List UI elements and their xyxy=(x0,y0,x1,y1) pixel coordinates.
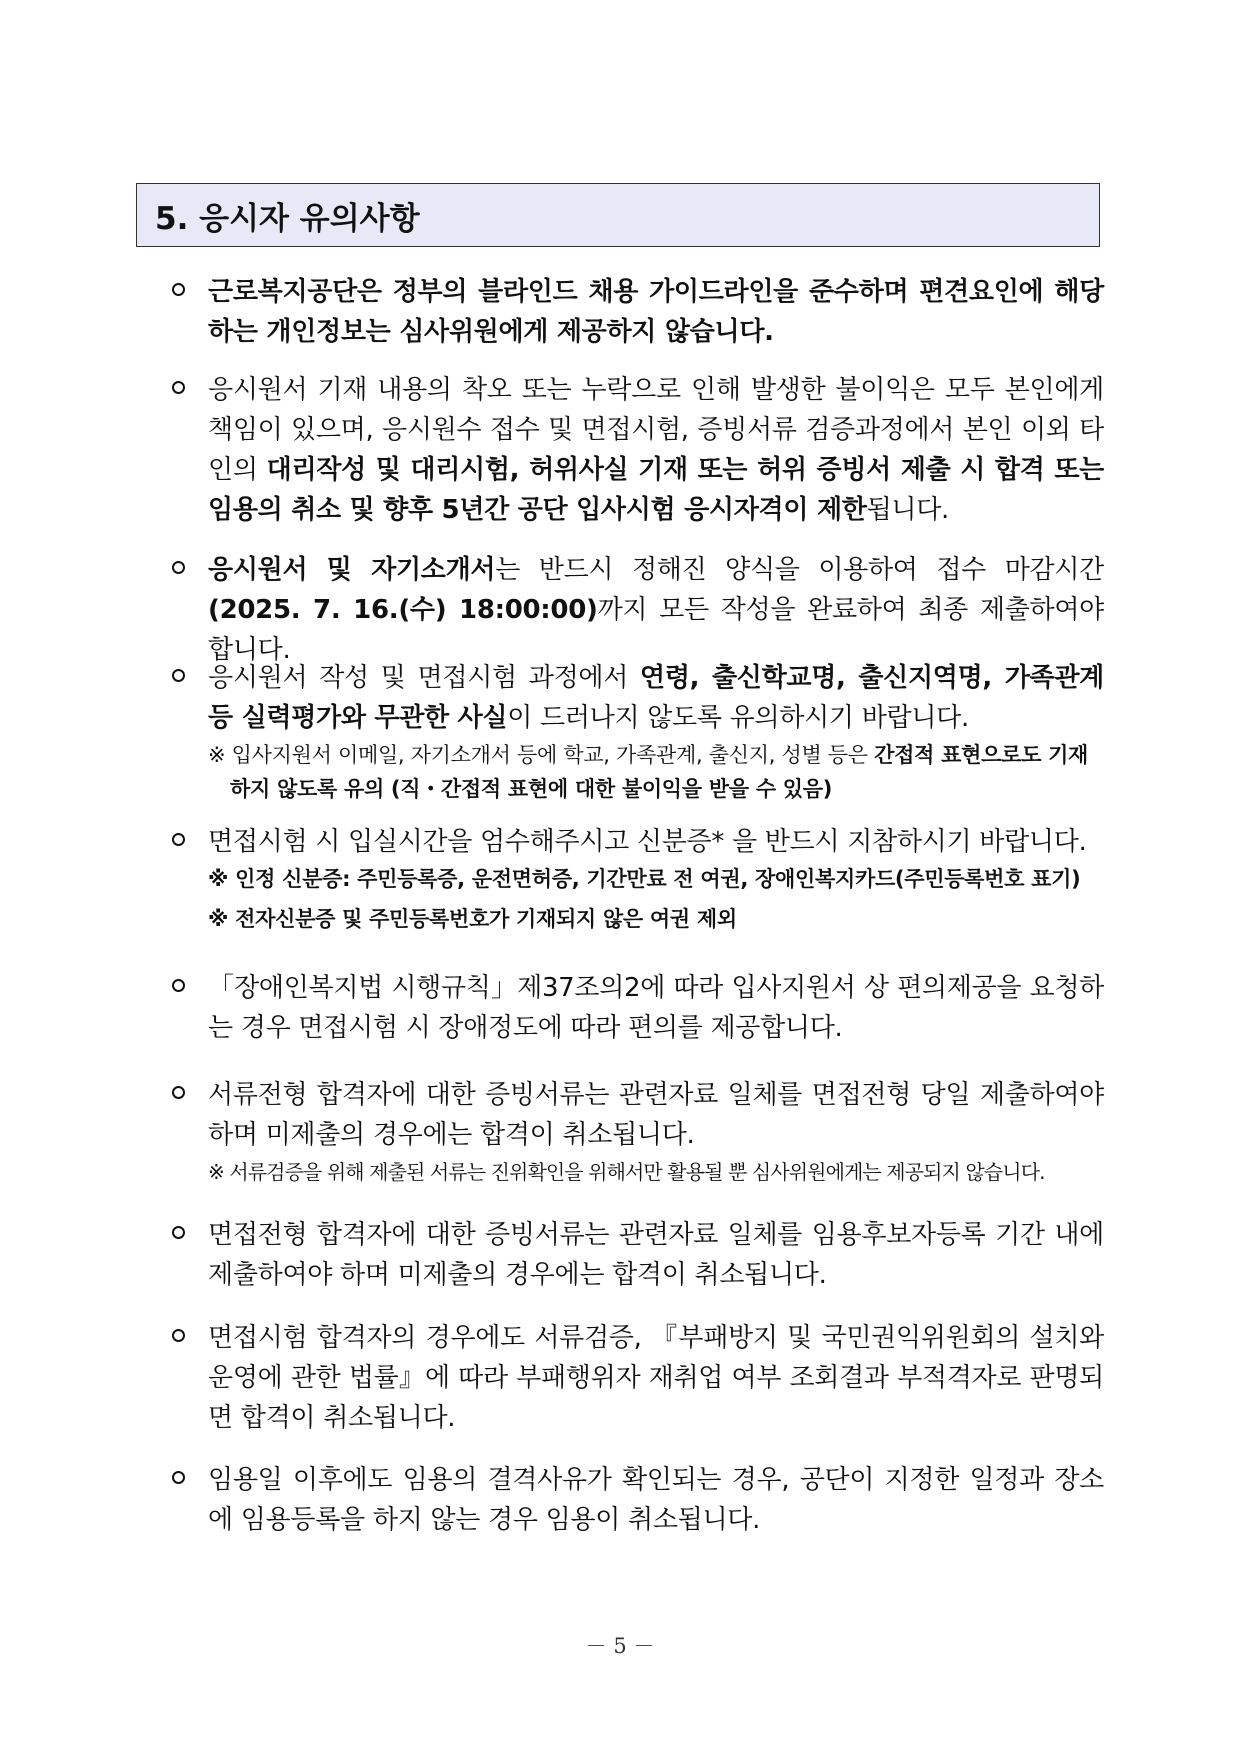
notice-item xyxy=(172,1460,1104,1540)
notice-text xyxy=(208,1215,1104,1295)
body-text: 면접전형 합격자에 대한 증빙서류는 관련자료 일체를 임용후보자등록 기간 내에 제출하여야 하며 미제출의 경우에는 합격이 취소됩니다. xyxy=(208,1220,1104,1290)
body-text: ※ 서류검증을 위해 제출된 서류는 진위확인을 위해서만 활용될 뿐 심사위원에게는 제공되지 않습니다. xyxy=(208,1160,1045,1184)
emphasis-text: 대리작성 및 대리시험, 허위사실 기재 또는 허위 증빙서 제출 시 합격 또는 임용의 취소 및 향후 5년간 공단 입사시험 응시자격이 제한 xyxy=(208,455,1104,525)
notice-text xyxy=(208,370,1104,530)
circle-bullet-icon xyxy=(172,1471,185,1484)
notice-item xyxy=(172,370,1104,530)
circle-bullet-icon xyxy=(172,1226,185,1239)
emphasis-text: 근로복지공단은 정부의 블라인드 채용 가이드라인을 준수하며 편견요인에 해당하는 개인정보는 심사위원에게 제공하지 않습니다. xyxy=(208,277,1104,347)
notice-item xyxy=(172,272,1104,352)
notice-text xyxy=(208,1318,1104,1438)
emphasis-text: 응시원서 및 자기소개서 xyxy=(208,555,496,585)
notice-item xyxy=(172,1215,1104,1295)
body-text: 「장애인복지법 시행규칙」제37조의2에 따라 입사지원서 상 편의제공을 요청하는 경우 면접시험 시 장애정도에 따라 편의를 제공합니다. xyxy=(208,973,1104,1043)
body-text: 응시원서 작성 및 면접시험 과정에서 xyxy=(208,663,640,693)
body-text: 임용일 이후에도 임용의 결격사유가 확인되는 경우, 공단이 지정한 일정과 장소에 임용등록을 하지 않는 경우 임용이 취소됩니다. xyxy=(208,1465,1104,1535)
notice-item xyxy=(172,822,1104,936)
notice-text xyxy=(208,1460,1104,1540)
notice-item xyxy=(172,1318,1104,1438)
emphasis-text: (2025. 7. 16.(수) 18:00:00) xyxy=(208,595,598,625)
emphasis-text: 간접적 표현으로도 기재하지 않도록 유의 (직・간접적 표현에 대한 불이익을 받을 수 있음) xyxy=(230,743,1089,801)
notice-text xyxy=(208,272,1104,352)
notice-item xyxy=(172,968,1104,1048)
emphasis-text: ※ 전자신분증 및 주민등록번호가 기재되지 않은 여권 제외 xyxy=(208,907,737,931)
page-number: － 5 － xyxy=(585,1634,655,1658)
notice-text xyxy=(208,1075,1104,1155)
body-text: 됩니다. xyxy=(866,495,949,525)
body-text: 이 드러나지 않도록 유의하시기 바랍니다. xyxy=(507,703,969,733)
notice-item xyxy=(172,658,1104,806)
circle-bullet-icon xyxy=(172,1086,185,1099)
note-text xyxy=(208,902,1104,936)
notice-item xyxy=(172,1075,1104,1189)
notice-text xyxy=(208,822,1104,862)
circle-bullet-icon xyxy=(172,979,185,992)
body-text: 는 반드시 정해진 양식을 이용하여 접수 마감시간 xyxy=(495,555,1104,585)
note-text xyxy=(208,738,1104,806)
circle-bullet-icon xyxy=(172,833,185,846)
emphasis-text: ※ 인정 신분증: 주민등록증, 운전면허증, 기간만료 전 여권, 장애인복지카드(주민등록번호 표기) xyxy=(208,867,1081,891)
note-text xyxy=(208,862,1104,896)
circle-bullet-icon xyxy=(172,283,185,296)
body-text: ※ 입사지원서 이메일, 자기소개서 등에 학교, 가족관계, 출신지, 성별 등은 xyxy=(208,743,875,767)
notice-text xyxy=(208,658,1104,738)
notice-text xyxy=(208,968,1104,1048)
section-title: 5. 응시자 유의사항 xyxy=(136,183,1100,247)
circle-bullet-icon xyxy=(172,669,185,682)
body-text: 면접시험 시 입실시간을 엄수해주시고 신분증* 을 반드시 지참하시기 바랍니다. xyxy=(208,827,1087,857)
body-text: 응시원서 기재 내용의 착오 또는 누락으로 인해 발생한 불이익은 모두 본인에게 책임이 있으며, 응시원수 접수 및 면접시험, 증빙서류 검증과정에서 본인 이외 타인의 xyxy=(208,375,1104,485)
emphasis-text: 연령, 출신학교명, 출신지역명, 가족관계 등 실력평가와 무관한 사실 xyxy=(208,663,1104,733)
notice-text xyxy=(208,550,1104,670)
notice-item xyxy=(172,550,1104,670)
body-text: 서류전형 합격자에 대한 증빙서류는 관련자료 일체를 면접전형 당일 제출하여야 하며 미제출의 경우에는 합격이 취소됩니다. xyxy=(208,1080,1104,1150)
body-text: 까지 모든 작성을 완료하여 최종 제출하여야 합니다. xyxy=(208,595,1104,665)
note-text xyxy=(208,1155,1104,1189)
circle-bullet-icon xyxy=(172,561,185,574)
body-text: 면접시험 합격자의 경우에도 서류검증, 『부패방지 및 국민권익위원회의 설치와 운영에 관한 법률』에 따라 부패행위자 재취업 여부 조회결과 부적격자로 판명되면 합격이 취소됩니다. xyxy=(208,1323,1104,1433)
circle-bullet-icon xyxy=(172,1329,185,1342)
circle-bullet-icon xyxy=(172,381,185,394)
